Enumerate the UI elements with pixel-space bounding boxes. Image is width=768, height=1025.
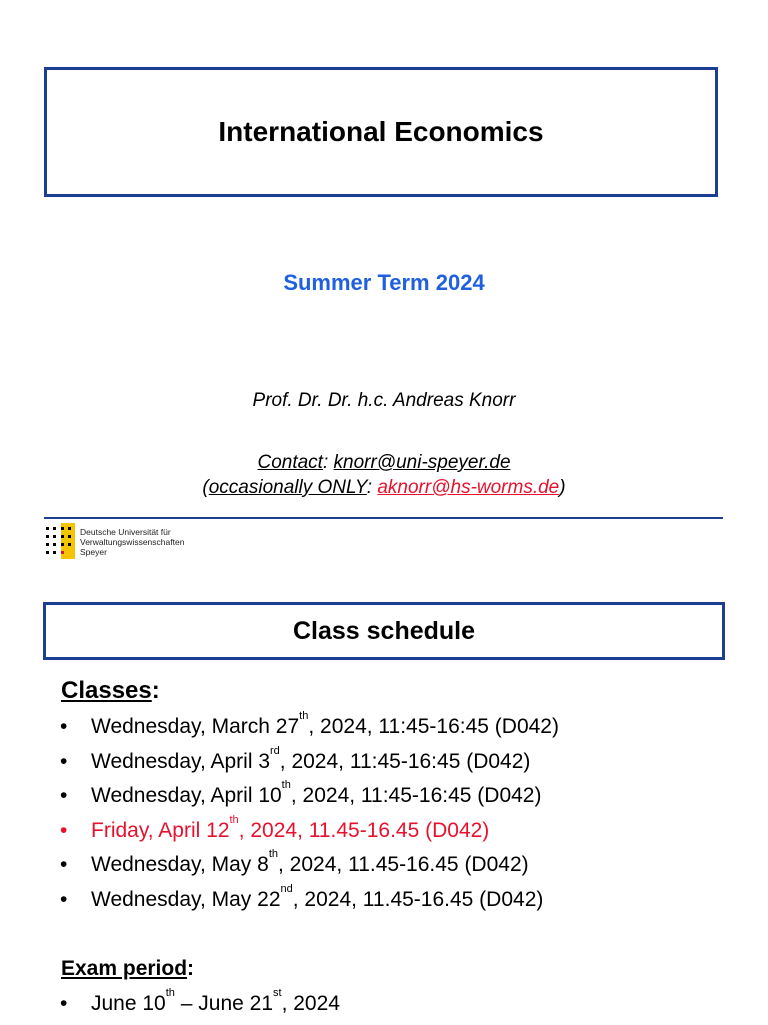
list-item: • Wednesday, April 10th, 2024, 11:45-16:45 (D042) — [0, 782, 559, 817]
contact-alt-email-link[interactable]: aknorr@hs-worms.de — [377, 477, 560, 498]
contact-alt-label: occasionally ONLY — [208, 477, 367, 498]
logo-text — [80, 527, 184, 557]
list-item: • Wednesday, May 22nd, 2024, 11.45-16.45 (D042) — [0, 886, 559, 921]
schedule-title-box — [43, 602, 725, 660]
bullet-icon: • — [60, 853, 68, 876]
logo-line: Verwaltungswissenschaften — [80, 537, 185, 547]
list-item: • Wednesday, May 8th, 2024, 11.45-16.45 (D042) — [0, 851, 559, 886]
contact-line: Contact: knorr@uni-speyer.de — [257, 452, 511, 473]
classes-list — [0, 710, 559, 920]
list-item: • Wednesday, April 3rd, 2024, 11:45-16:45 (D042) — [0, 748, 559, 783]
classes-heading: Classes: — [61, 677, 160, 704]
divider — [44, 517, 723, 519]
title-box — [44, 67, 718, 197]
university-logo — [44, 522, 204, 570]
exam-heading: Exam period: — [61, 957, 195, 980]
bullet-icon: • — [60, 784, 68, 807]
exam-heading-text: Exam period — [61, 957, 188, 980]
logo-line: Speyer — [80, 547, 107, 557]
university-logo-icon — [44, 522, 80, 570]
contact-email-link[interactable]: knorr@uni-speyer.de — [333, 452, 511, 473]
list-item: • June 10th – June 21st, 2024 — [0, 990, 340, 1025]
bullet-icon: • — [60, 992, 68, 1015]
contact-block — [0, 450, 768, 500]
contact-label: Contact — [257, 452, 323, 473]
page-title: International Economics — [218, 116, 544, 147]
bullet-icon: • — [60, 749, 68, 773]
classes-heading-text: Classes — [61, 677, 152, 704]
exam-list — [0, 987, 340, 1025]
logo-line: Deutsche Universität für — [80, 527, 171, 537]
list-item: • Friday, April 12th, 2024, 11.45-16.45 (D042) — [0, 817, 559, 852]
contact-alt-line: (occasionally ONLY: aknorr@hs-worms.de) — [202, 477, 566, 498]
bullet-icon: • — [60, 715, 68, 738]
bullet-icon: • — [60, 887, 68, 911]
schedule-title: Class schedule — [292, 616, 476, 645]
list-item: • Wednesday, March 27th, 2024, 11:45-16:45 (D042) — [0, 713, 559, 748]
professor-name: Prof. Dr. Dr. h.c. Andreas Knorr — [252, 390, 516, 411]
term-label: Summer Term 2024 — [283, 270, 485, 295]
bullet-icon: • — [60, 818, 68, 842]
